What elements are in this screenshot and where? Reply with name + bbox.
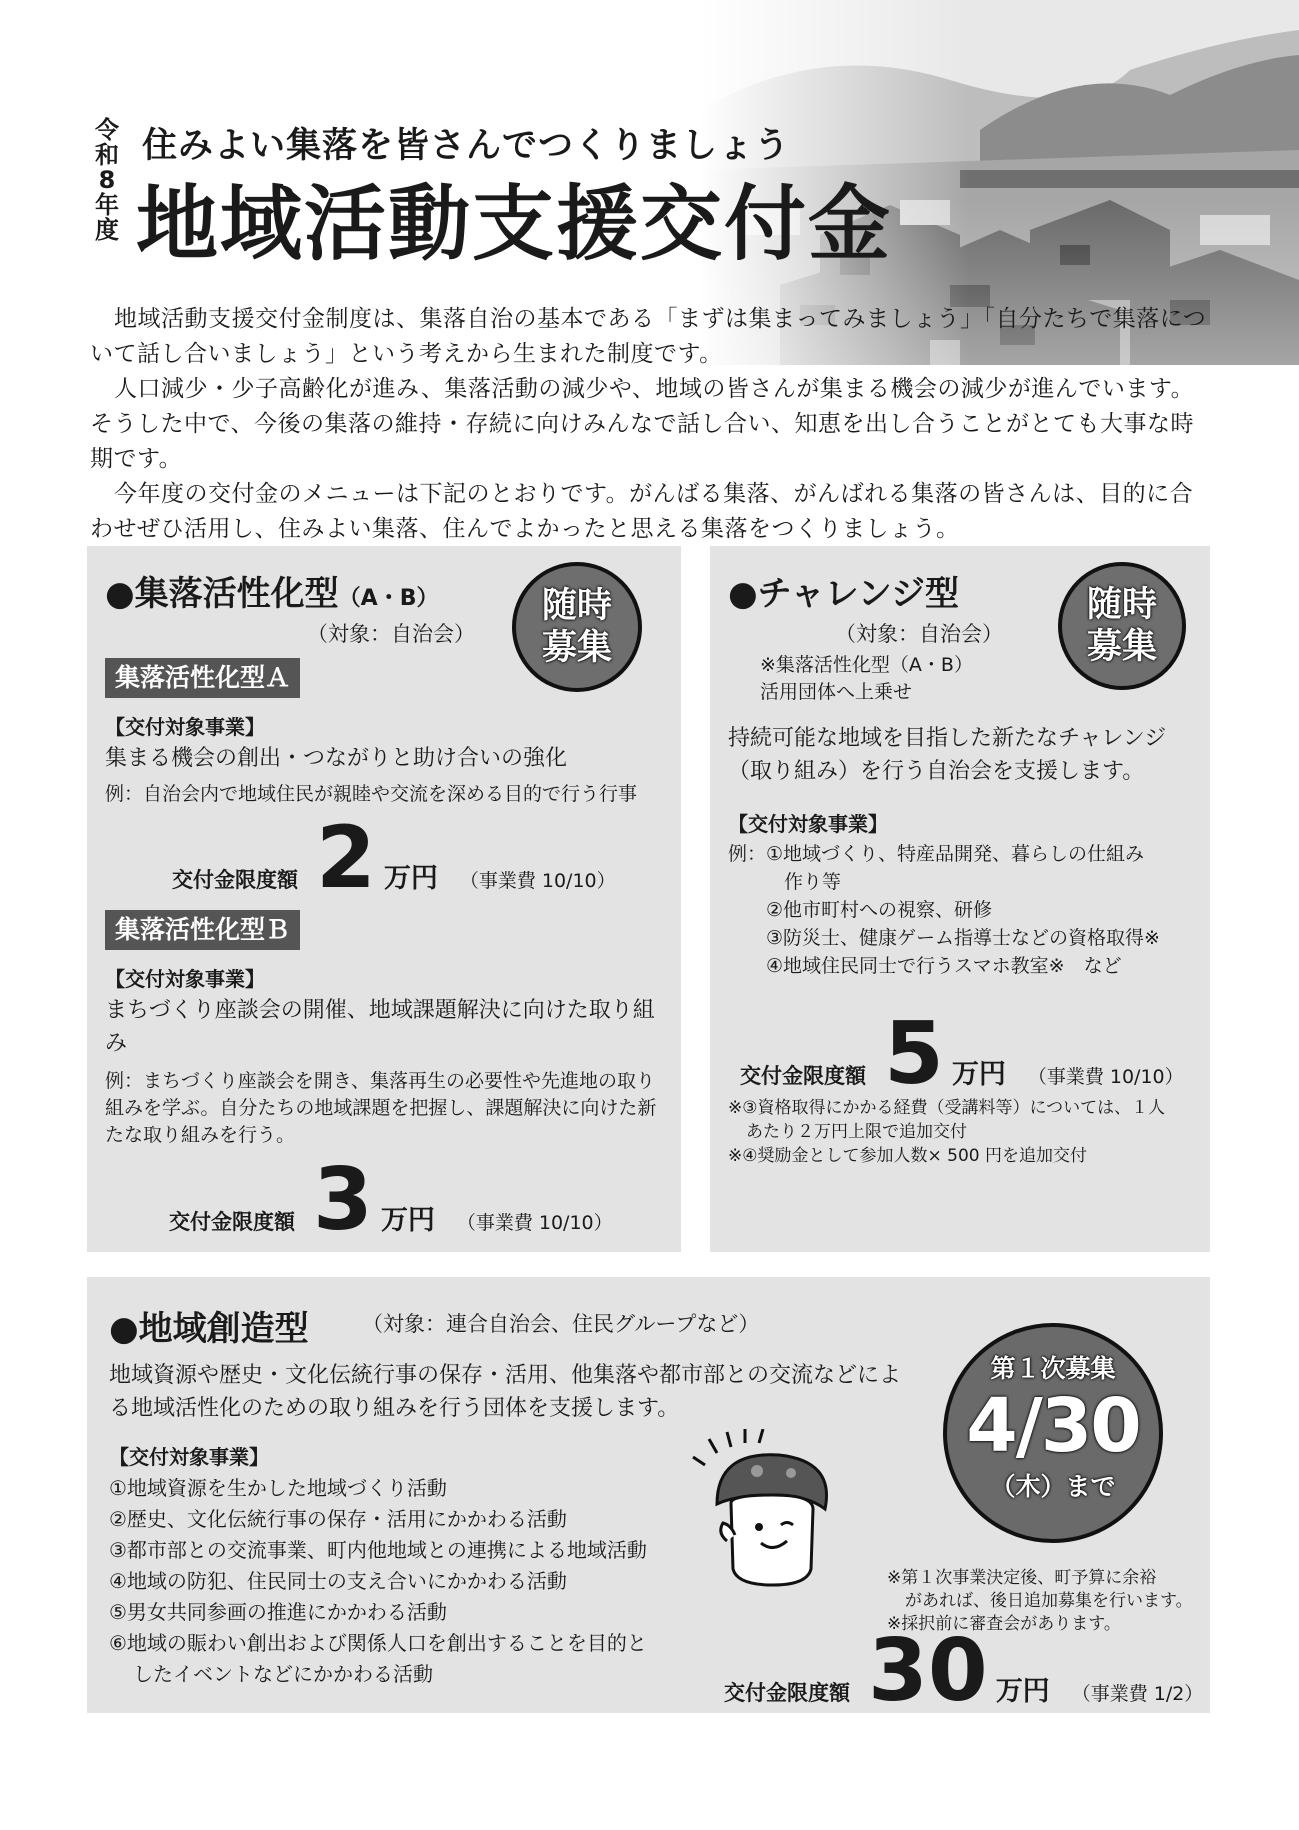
panel-c-footnotes: [728, 1096, 1165, 1168]
panel-c-limit: [740, 1004, 1184, 1104]
panel-a-heading-suffix: （A・B）: [338, 586, 439, 611]
list-item: ⑤男女共同参画の推進にかかわる活動: [109, 1600, 447, 1624]
panel-c-examples: [728, 840, 1206, 980]
limit-cost: （事業費 1/2）: [1071, 1683, 1204, 1705]
footnote: ※④奨励金として参加人数× 500 円を追加交付: [728, 1146, 1087, 1166]
panel-c-target: （対象：自治会）: [835, 622, 1003, 646]
panel-r-items: [109, 1473, 647, 1690]
intro-paragraph-3: 今年度の交付金のメニューは下記のとおりです。がんばる集落、がんばれる集落の皆さんは、目的に合わせぜひ活用し、住みよい集落、住んでよかったと思える集落をつくりましょう。: [90, 481, 1194, 542]
note-line: ※第１次事業決定後、町予算に余裕: [887, 1568, 1157, 1588]
example-item: ④地域住民同士で行うスマホ教室※ など: [766, 955, 1122, 977]
limit-label: 交付金限度額: [169, 1210, 295, 1234]
limit-amount: 2: [316, 808, 376, 908]
type-a-limit: [172, 808, 616, 908]
panel-c-note-1: ※集落活性化型（A・B）: [760, 654, 973, 676]
village-revitalization-panel: [87, 546, 681, 1252]
deadline-date: 4/30: [966, 1383, 1140, 1469]
list-item: ④地域の防犯、住民同士の支え合いにかかわる活動: [109, 1569, 567, 1593]
limit-amount: 5: [884, 1004, 944, 1104]
list-item: ③都市部との交流事業、町内他地域との連携による地域活動: [109, 1538, 647, 1562]
type-b-limit: [169, 1150, 613, 1250]
panel-a-heading-text: ●集落活性化型: [105, 574, 339, 614]
mushroom-mascot-icon: [687, 1429, 837, 1589]
deadline-badge: [943, 1323, 1163, 1543]
note-line: があれば、後日追加募集を行います。: [905, 1591, 1193, 1611]
type-a-description: 集まる機会の創出・つながりと助け合いの強化: [105, 746, 568, 771]
limit-unit: 万円: [380, 1205, 435, 1236]
type-a-label: 【交付対象事業】: [105, 715, 265, 739]
intro-paragraph-2: 人口減少・少子高齢化が進み、集落活動の減少や、地域の皆さんが集まる機会の減少が進んでいます。そうした中で、今後の集落の維持・存続に向けみんなで話し合い、知恵を出し合うことがとても大事な時期です。: [90, 376, 1195, 472]
badge-line-1: 随時: [541, 586, 612, 626]
example-item: 例：①地域づくり、特産品開発、暮らしの仕組み: [728, 843, 1145, 865]
limit-cost: （事業費 10/10）: [1027, 1066, 1184, 1088]
type-b-description: まちづくり座談会の開催、地域課題解決に向けた取り組み: [105, 998, 655, 1056]
badge-line-2: 募集: [1086, 627, 1157, 667]
footnote: ※③資格取得にかかる経費（受講料等）については、１人: [728, 1098, 1166, 1118]
panel-r-target: （対象：連合自治会、住民グループなど）: [362, 1312, 760, 1336]
page-title: 地域活動支援交付金: [136, 177, 893, 272]
intro-text: [90, 302, 1210, 547]
type-a-subhead: 集落活性化型Ａ: [105, 658, 300, 698]
anytime-recruitment-badge: [1058, 562, 1186, 690]
list-item: ②歴史、文化伝統行事の保存・活用にかかわる活動: [109, 1507, 567, 1531]
panel-c-label: 【交付対象事業】: [728, 812, 888, 836]
limit-label: 交付金限度額: [172, 868, 298, 892]
list-item: したイベントなどにかかわる活動: [133, 1662, 433, 1686]
limit-label: 交付金限度額: [740, 1064, 866, 1088]
anytime-recruitment-badge: [512, 562, 642, 692]
panel-a-heading: [105, 566, 438, 615]
example-item: ③防災士、健康ゲーム指導士などの資格取得※: [766, 927, 1160, 949]
panel-r-heading: ●地域創造型: [109, 1309, 309, 1349]
panel-r-label: 【交付対象事業】: [109, 1445, 269, 1469]
panel-c-description: 持続可能な地域を目指した新たなチャレンジ（取り組み）を行う自治会を支援します。: [728, 726, 1167, 784]
panel-c-note-2: 活用団体へ上乗せ: [760, 681, 913, 703]
panel-a-target: （対象：自治会）: [307, 622, 475, 646]
badge-line-2: 募集: [541, 628, 612, 668]
type-b-label: 【交付対象事業】: [105, 967, 265, 991]
deadline-bottom: （木）まで: [990, 1472, 1116, 1501]
limit-unit: 万円: [951, 1059, 1006, 1090]
page-subtitle: 住みよい集落を皆さんでつくりましょう: [142, 126, 791, 166]
type-b-example: 例：まちづくり座談会を開き、集落再生の必要性や先進地の取り組みを学ぶ。自分たちの地域課題を把握し、課題解決に向けた新たな取り組みを行う。: [105, 1070, 657, 1146]
example-item: 作り等: [784, 871, 842, 893]
footnote: あたり２万円上限で追加交付: [746, 1122, 967, 1142]
limit-amount: 3: [313, 1150, 373, 1250]
regional-creation-panel: [87, 1277, 1210, 1721]
list-item: ①地域資源を生かした地域づくり活動: [109, 1476, 447, 1500]
limit-cost: （事業費 10/10）: [456, 1212, 613, 1234]
limit-amount: 30: [868, 1621, 988, 1721]
badge-line-1: 随時: [1086, 585, 1157, 625]
limit-cost: （事業費 10/10）: [459, 870, 616, 892]
example-item: ②他市町村への視察、研修: [766, 899, 993, 921]
intro-paragraph-1: 地域活動支援交付金制度は、集落自治の基本である「まずは集まってみましょう」「自分たちで集落について話し合いましょう」という考えから生まれた制度です。: [90, 306, 1207, 367]
type-b-subhead: 集落活性化型Ｂ: [105, 910, 300, 950]
limit-label: 交付金限度額: [724, 1681, 850, 1705]
limit-unit: 万円: [383, 863, 438, 894]
year-label: 令和8年度: [95, 116, 119, 244]
limit-unit: 万円: [995, 1676, 1050, 1707]
deadline-top: 第１次募集: [990, 1354, 1116, 1383]
panel-r-description: 地域資源や歴史・文化伝統行事の保存・活用、他集落や都市部との交流などによる地域活性化のための取り組みを行う団体を支援します。: [109, 1363, 902, 1421]
challenge-panel: [710, 546, 1210, 1252]
list-item: ⑥地域の賑わい創出および関係人口を創出することを目的と: [109, 1631, 647, 1655]
panel-c-heading: ●チャレンジ型: [728, 574, 959, 614]
type-a-example: 例：自治会内で地域住民が親睦や交流を深める目的で行う行事: [105, 783, 638, 805]
note-line: ※採択前に審査会があります。: [887, 1614, 1121, 1634]
